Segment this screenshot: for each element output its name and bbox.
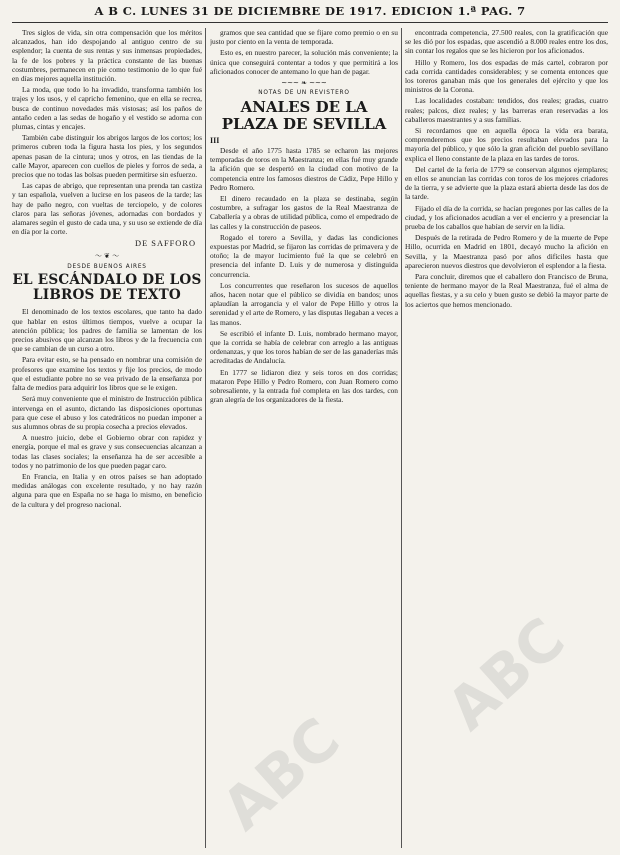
column-3: [405, 28, 608, 850]
paragraph: Para concluir, diremos que el caballero don Francisco de Bruna, teniente de hermano mayor de la Real Maestranza, fué el alma de aquellas fiestas, y a su celo y buen gusto se debió la mayor parte de los aciertos que hemos mencionado.: [405, 272, 608, 309]
paragraph: Esto es, en nuestro parecer, la solución más conveniente; la única que conseguirá contentar a todos y que permitirá a los aficionados conocer de antemano lo que han de pagar.: [210, 48, 398, 76]
header-rule: [12, 22, 608, 23]
paragraph: Será muy conveniente que el ministro de Instrucción pública intervenga en el asunto, dictando las disposiciones oportunas para que cese el abuso y los catedráticos no puedan imponer a sus alumnos obras de su propia cosecha a precios elevados.: [12, 394, 202, 431]
article-headline: EL ESCÁNDALO DE LOS LIBROS DE TEXTO: [12, 272, 202, 304]
paragraph: En Francia, en Italia y en otros países se han adoptado medidas análogas con excelente resultado, y no hay razón alguna para que en España no se haga lo mismo, en beneficio de la cultura y del progreso nacional.: [12, 471, 202, 509]
paragraph: También cabe distinguir los abrigos largos de los cortos; los primeros cubren toda la figura hasta los pies, y los segundos apenas pasan de la cintura; unos y otros, en las tiendas de la calle Mayor, aparecen con cuellos de pieles y forros de seda, a precios que no todas las bolsas pueden permitirse sin esfuerzo.: [12, 133, 202, 180]
paragraph: Los concurrentes que reseñaron los sucesos de aquellos años, hacen notar que el público se dividía en bandos; unos aplaudían la arrogancia y el valor de Pepe Hillo y otros la serenidad y el arte de Romero, y las disputas llegaban a veces a las manos.: [210, 280, 398, 327]
paragraph: Tres siglos de vida, sin otra compensación que los méritos alcanzados, han ido despojando al antiguo centro de su esplendor; la cuenta de sus rentas y sus inmensas propiedades, la fe de los pobres y la práctica constante de las buenas costumbres, permanecen en pie como testimonio de lo que fué en días mejores aquella institución.: [12, 28, 202, 84]
paragraph: Después de la retirada de Pedro Romero y de la muerte de Pepe Hillo, ocurrida en Madrid en 1801, decayó mucho la afición en Sevilla, y la Maestranza pasó por años difíciles hasta que aparecieron nuevos diestros que devolvieron el esplendor a la fiesta.: [405, 233, 608, 270]
column-divider: [401, 28, 402, 848]
section-subheading: NOTAS DE UN REVISTERO: [258, 90, 350, 97]
paragraph: encontrada competencia, 27.500 reales, con la gratificación que se les dió por los espadas, que ascendió a 8.000 reales entre los dos, sin contar los regalos que se les hicieron por los aficionados.: [405, 28, 608, 56]
paragraph: gramos que sea cantidad que se fijare como premio o en su justo por ciento en la venta de temporada.: [210, 28, 398, 47]
watermark: ABC: [209, 704, 353, 844]
paragraph: En 1777 se lidiaron diez y seis toros en dos corridas; mataron Pepe Hillo y Pedro Romero, con Juan Romero como sobresaliente, y la entrada fué completa en las dos tardes, con gran alegría de los organizadores de la fiesta.: [210, 367, 398, 405]
paragraph: Se escribió el infante D. Luis, nombrado hermano mayor, que la corrida se había de celebrar con arreglo a las antiguas ordenanzas, y que los toros habían de ser de las ganaderías más acreditadas de Andalucía.: [210, 328, 398, 366]
section-subheading: DESDE BUENOS AIRES: [67, 264, 147, 271]
paragraph: Fijado el día de la corrida, se hacían pregones por las calles de la ciudad, y los aficionados acudían a ver el encierro y a presenciar la prueba de los caballos que habían de servir en la lidia.: [405, 203, 608, 232]
ornament-divider: ～ ❦ ～: [94, 252, 120, 261]
paragraph: Las localidades costaban: tendidos, dos reales; gradas, cuatro reales; palcos, diez reales; y las barreras eran reservadas a los caballeros maestrantes y a sus familias.: [405, 96, 608, 124]
article-signature: DE SAFFORO: [135, 239, 196, 249]
paragraph: A nuestro juicio, debe el Gobierno obrar con rapidez y energía, porque el mal es grave y sus consecuencias alcanzan a todas las clases sociales; la enseñanza ha de ser accesible a todos y no patrimonio de los que pueden pagar caro.: [12, 433, 202, 470]
watermark: ABC: [434, 604, 578, 744]
section-number: III: [210, 136, 220, 146]
page-header: A B C. LUNES 31 DE DICIEMBRE DE 1917. EDICION 1.ª PAG. 7: [94, 4, 526, 18]
column-2: [210, 28, 398, 850]
paragraph: Desde el año 1775 hasta 1785 se echaron las mejores temporadas de toros en la Maestranza; en ellas fué muy grande la afición que se despertó en la ciudad con motivo de la competencia entre los famosos diestros de Cádiz, Pepe Hillo y Pedro Romero.: [210, 146, 398, 192]
paragraph: Hillo y Romero, los dos espadas de más cartel, cobraron por cada corrida cantidades considerables; y se comenta entonces que los toreros ganaban más que los generales del ejército y que los ministros de la Corona.: [405, 57, 608, 95]
column-divider: [205, 28, 206, 848]
paragraph: La moda, que todo lo ha invadido, transforma también los trajes y los usos, y el capricho femenino, que en ella se recrea, busca de continuo novedades más vistosas; así los paños de antaño ceden a las sedas de hogaño y el vestido se adorna con plumas, cintas y encajes.: [12, 85, 202, 132]
ornament-divider: ~~~ ❧ ~~~: [281, 79, 327, 88]
paragraph: El dinero recaudado en la plaza se destinaba, según costumbre, a sufragar los gastos de la Real Maestranza de Caballería y a obras de utilidad pública, como el empedrado de las calles y la construcción de paseos.: [210, 194, 398, 231]
paragraph: Rogado el torero a Sevilla, y dadas las condiciones expuestas por Madrid, se fijaron las corridas de primavera y de otoño; la de mayor lucimiento fué la que se celebró en presencia del infante D. Luis y de numerosa y distinguida concurrencia.: [210, 232, 398, 279]
column-1: [12, 28, 202, 850]
article-headline: ANALES DE LA PLAZA DE SEVILLA: [221, 98, 387, 134]
paragraph: Las capas de abrigo, que representan una prenda tan castiza y tan española, vuelven a lucirse en los paseos de la tarde; las hay de paño negro, con vueltas de terciopelo, y de colores claros para las señoras jóvenes, adornadas con bordados y alamares según el gusto de cada una, y su uso se extiende de día en día por la corte.: [12, 181, 202, 237]
paragraph: Del cartel de la feria de 1779 se conservan algunos ejemplares; en ellos se anuncian las corridas con toros de los mejores criadores de la tierra, y se advierte que la plaza estará abierta desde las dos de la tarde.: [405, 164, 608, 202]
paragraph: Si recordamos que en aquella época la vida era barata, comprenderemos que los precios resultaban elevados para la mayoría del público, y que sólo la gran afición del pueblo sevillano explica el lleno constante de la plaza en las tardes de toros.: [405, 126, 608, 163]
paragraph: Para evitar esto, se ha pensado en nombrar una comisión de profesores que examine los textos y fije los precios, de modo que el estudiante pobre no se vea privado de la enseñanza por falta de medios para adquirir los libros que se le exigen.: [12, 355, 202, 393]
paragraph: El denominado de los textos escolares, que tanto ha dado que hablar en estos últimos tiempos, vuelve a ocupar la atención pública; los padres de familia se lamentan de los precios abusivos que alcanzan los libros y de la frecuencia con que se cambian de un curso a otro.: [12, 307, 202, 354]
